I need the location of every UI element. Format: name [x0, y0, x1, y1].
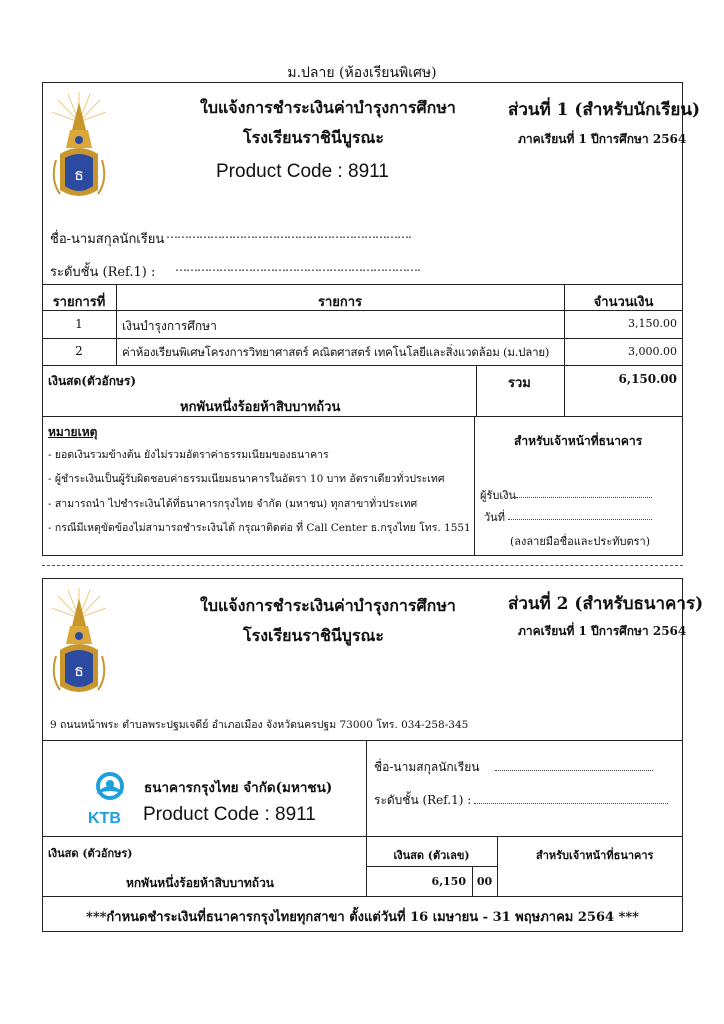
part1-school: โรงเรียนราชินีบูรณะ — [243, 128, 384, 147]
part2-title: ใบแจ้งการชำระเงินค่าบำรุงการศึกษา — [200, 596, 456, 615]
row-item: เงินบำรุงการศึกษา — [122, 319, 217, 333]
part2-label: ส่วนที่ 2 (สำหรับธนาคาร) — [508, 594, 704, 614]
cash-letters-label: เงินสด(ตัวอักษร) — [48, 374, 136, 388]
receiver-label: ผู้รับเงิน — [480, 489, 516, 502]
row-no: 2 — [75, 344, 83, 358]
ktb-label: KTB — [88, 810, 121, 827]
total-label: รวม — [508, 376, 531, 391]
part2-school: โรงเรียนราชินีบูรณะ — [243, 626, 384, 645]
part2-product-code: Product Code : 8911 — [143, 804, 316, 825]
grade-field: …………………………………………………………. — [175, 260, 420, 274]
bank-officer-title: สำหรับเจ้าหน้าที่ธนาคาร — [514, 434, 643, 448]
note-item: - ยอดเงินรวมข้างต้น ยังไม่รวมอัตราค่าธรรมเนียมของธนาคาร — [48, 449, 329, 461]
col-no-header: รายการที่ — [52, 295, 106, 310]
part2-cash-letters-label: เงินสด (ตัวอักษร) — [48, 847, 133, 860]
cut-line — [42, 565, 683, 566]
student-name-label: ชื่อ-นามสกุลนักเรียน — [50, 232, 165, 247]
total-value: 6,150.00 — [618, 372, 677, 386]
signature-note: (ลงลายมือชื่อและประทับตรา) — [510, 535, 650, 548]
part1-label: ส่วนที่ 1 (สำหรับนักเรียน) — [508, 100, 700, 120]
student-name-field: …………………………………………………………. — [166, 227, 411, 241]
part2-student-name-label: ชื่อ-นามสกุลนักเรียน — [374, 760, 480, 774]
note-item: - กรณีมีเหตุขัดข้องไม่สามารถชำระเงินได้ กรุณาติดต่อ ที่ Call Center ธ.กรุงไทย โทร. 1551 — [48, 522, 471, 534]
part2-grade-label: ระดับชั้น (Ref.1) : — [374, 793, 472, 807]
row-item: ค่าห้องเรียนพิเศษโครงการวิทยาศาสตร์ คณิตศาสตร์ เทคโนโลยีและสิ่งแวดล้อม (ม.ปลาย) — [122, 345, 550, 359]
part2-semester: ภาคเรียนที่ 1 ปีการศึกษา 2564 — [518, 624, 687, 638]
part1-product-code: Product Code : 8911 — [216, 161, 389, 182]
part2-cash-letters-value: หกพันหนึ่งร้อยห้าสิบบาทถ้วน — [126, 876, 275, 890]
school-address: 9 ถนนหน้าพระ ตำบลพระปฐมเจดีย์ อำเภอเมือง จังหวัดนครปฐม 73000 โทร. 034-258-345 — [50, 719, 469, 731]
part2-bank-officer-title: สำหรับเจ้าหน้าที่ธนาคาร — [536, 849, 654, 862]
page-header: ม.ปลาย (ห้องเรียนพิเศษ) — [287, 65, 437, 81]
part1-semester: ภาคเรียนที่ 1 ปีการศึกษา 2564 — [518, 132, 687, 146]
school-emblem-icon — [48, 90, 110, 205]
bank-name: ธนาคารกรุงไทย จำกัด(มหาชน) — [144, 780, 333, 796]
row-amount: 3,150.00 — [628, 317, 677, 330]
part1-title: ใบแจ้งการชำระเงินค่าบำรุงการศึกษา — [200, 98, 456, 117]
col-item-header: รายการ — [317, 295, 363, 310]
school-emblem-icon — [48, 586, 110, 701]
svg-text:ธ: ธ — [74, 165, 84, 184]
note-item: - สามารถนำ ไปชำระเงินได้ที่ธนาคารกรุงไทย จำกัด (มหาชน) ทุกสาขาทั่วประเทศ — [48, 498, 418, 510]
svg-text:ธ: ธ — [74, 661, 84, 680]
cash-number-satang: 00 — [476, 875, 493, 888]
notes-title: หมายเหตุ — [48, 425, 98, 439]
col-amount-header: จำนวนเงิน — [593, 295, 654, 310]
cash-letters-value: หกพันหนึ่งร้อยห้าสิบบาทถ้วน — [180, 400, 341, 415]
payment-deadline: ***กำหนดชำระเงินที่ธนาคารกรุงไทยทุกสาขา ตั้งแต่วันที่ 16 เมษายน - 31 พฤษภาคม 2564 *** — [86, 910, 639, 925]
cash-number-baht: 6,150 — [431, 875, 466, 888]
grade-label: ระดับชั้น (Ref.1) : — [50, 265, 156, 280]
note-item: - ผู้ชำระเงินเป็นผู้รับผิดชอบค่าธรรมเนียมธนาคารในอัตรา 10 บาท อัตราเดียวทั่วประเทศ — [48, 473, 445, 485]
cash-number-label: เงินสด (ตัวเลข) — [393, 849, 470, 862]
row-no: 1 — [75, 317, 83, 331]
ktb-bird-icon — [90, 768, 130, 808]
date-label: วันที่ — [484, 511, 505, 524]
row-amount: 3,000.00 — [628, 345, 677, 358]
